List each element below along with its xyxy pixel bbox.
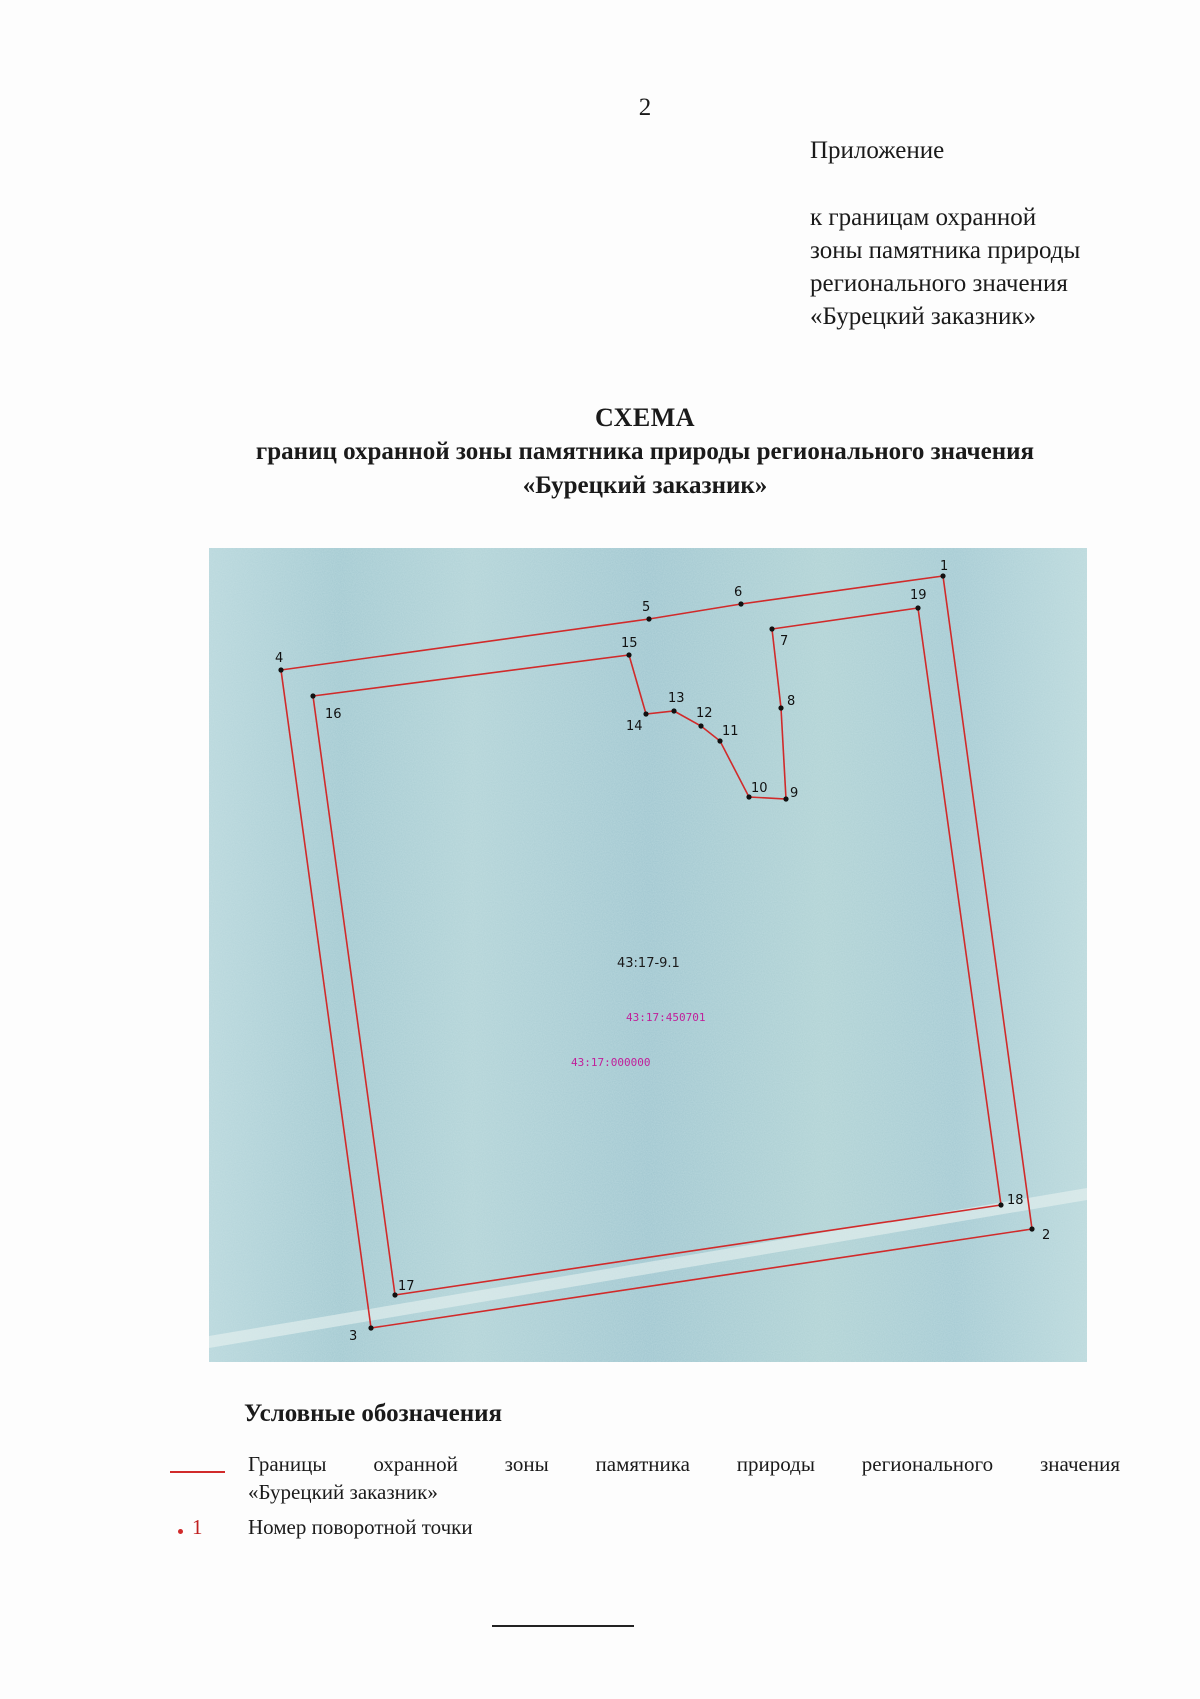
turning-point-11 xyxy=(717,738,722,743)
turning-point-15 xyxy=(626,652,631,657)
turning-point-label-12: 12 xyxy=(696,706,713,721)
turning-point-label-11: 11 xyxy=(722,724,739,739)
turning-point-label-5: 5 xyxy=(642,600,651,615)
legend-title: Условные обозначения xyxy=(244,1400,503,1427)
turning-point-label-15: 15 xyxy=(621,636,638,651)
turning-point-14 xyxy=(643,711,648,716)
footer-rule xyxy=(492,1625,634,1627)
turning-point-label-13: 13 xyxy=(668,691,685,706)
turning-point-label-14: 14 xyxy=(626,719,643,734)
legend-point-number: 1 xyxy=(192,1515,203,1539)
turning-point-label-17: 17 xyxy=(398,1279,415,1294)
turning-point-label-8: 8 xyxy=(787,694,796,709)
cadastral-zone-label: 43:17-9.1 xyxy=(617,956,680,971)
page-number: 2 xyxy=(638,94,652,121)
turning-point-label-6: 6 xyxy=(734,585,743,600)
appendix-title: Приложение xyxy=(810,137,945,164)
turning-point-label-3: 3 xyxy=(349,1329,358,1344)
turning-point-16 xyxy=(310,693,315,698)
turning-point-3 xyxy=(368,1325,373,1330)
appendix-line: зоны памятника природы xyxy=(810,237,1081,264)
legend-point-description: Номер поворотной точки xyxy=(248,1515,473,1539)
turning-point-label-18: 18 xyxy=(1007,1193,1024,1208)
turning-point-label-2: 2 xyxy=(1042,1228,1051,1243)
turning-point-17 xyxy=(392,1292,397,1297)
turning-point-5 xyxy=(646,616,651,621)
turning-point-label-7: 7 xyxy=(780,634,789,649)
turning-point-label-1: 1 xyxy=(940,559,949,574)
turning-point-6 xyxy=(738,601,743,606)
turning-point-12 xyxy=(698,723,703,728)
turning-point-label-4: 4 xyxy=(275,651,284,666)
point-marker-icon xyxy=(178,1529,183,1534)
turning-point-1 xyxy=(940,573,945,578)
turning-point-label-10: 10 xyxy=(751,781,768,796)
turning-point-13 xyxy=(671,708,676,713)
schema-title: СХЕМА xyxy=(594,403,696,432)
boundary-line-swatch xyxy=(170,1471,225,1473)
schema-subtitle-line-2: «Бурецкий заказник» xyxy=(522,472,768,499)
cadastral-district-label: 43:17:000000 xyxy=(571,1056,651,1069)
cadastral-quarter-label: 43:17:450701 xyxy=(626,1011,706,1024)
turning-point-18 xyxy=(998,1202,1003,1207)
turning-point-19 xyxy=(915,605,920,610)
boundary-map xyxy=(209,548,1087,1362)
turning-point-label-19: 19 xyxy=(910,588,927,603)
turning-point-2 xyxy=(1029,1226,1034,1231)
appendix-line: «Бурецкий заказник» xyxy=(810,303,1036,330)
appendix-line: к границам охранной xyxy=(810,204,1037,231)
appendix-line: регионального значения xyxy=(810,270,1068,297)
legend-boundary-description: Границы охранной зоны памятника природы регионального значения xyxy=(248,1452,1120,1476)
turning-point-8 xyxy=(778,705,783,710)
schema-subtitle-line-1: границ охранной зоны памятника природы регионального значения xyxy=(255,438,1035,465)
turning-point-9 xyxy=(783,796,788,801)
legend-boundary-description-2: «Бурецкий заказник» xyxy=(248,1480,438,1504)
turning-point-4 xyxy=(278,667,283,672)
turning-point-label-16: 16 xyxy=(325,707,342,722)
turning-point-label-9: 9 xyxy=(790,786,799,801)
turning-point-7 xyxy=(769,626,774,631)
